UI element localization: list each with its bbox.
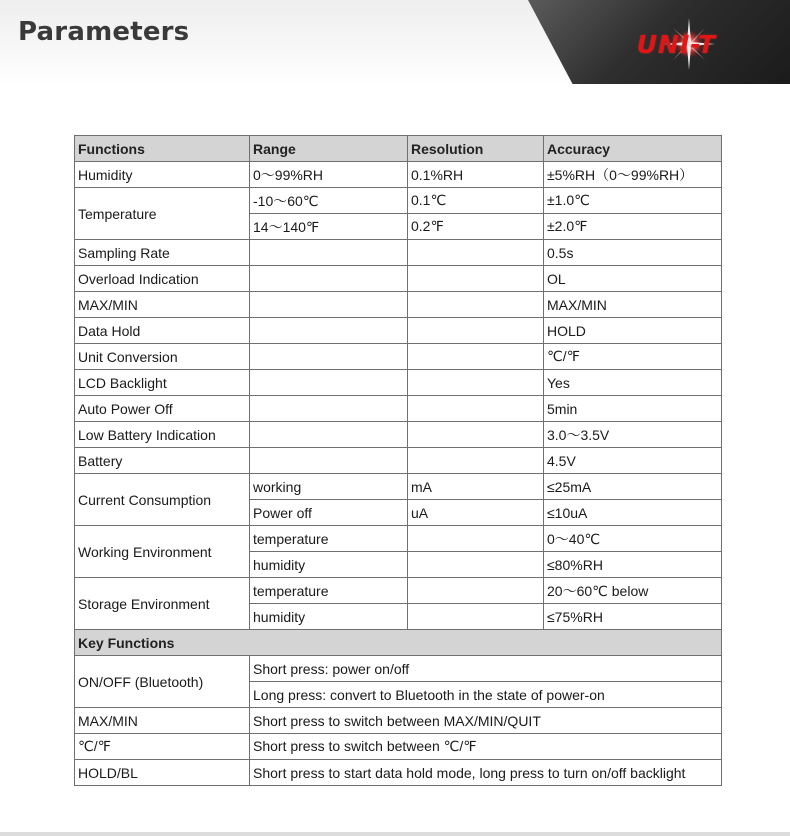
cell-range <box>250 370 408 396</box>
cell-range: -10～60℃ <box>250 188 408 214</box>
cell-range <box>250 240 408 266</box>
key-desc: Short press to switch between ℃/℉ <box>250 734 722 760</box>
key-functions-header-row <box>75 630 722 656</box>
key-functions-heading: Key Functions <box>75 630 722 656</box>
cell-accuracy: Yes <box>544 370 722 396</box>
table-row <box>75 396 722 422</box>
table-row <box>75 578 722 604</box>
row-label-temperature: Temperature <box>75 188 250 240</box>
page-title: Parameters <box>18 17 190 47</box>
cell-range: temperature <box>250 526 408 552</box>
cell-resolution <box>408 396 544 422</box>
row-label-humidity: Humidity <box>75 162 250 188</box>
table-row <box>75 266 722 292</box>
bottom-divider <box>0 832 790 836</box>
cell-accuracy: 5min <box>544 396 722 422</box>
cell-resolution: mA <box>408 474 544 500</box>
cell-range: humidity <box>250 552 408 578</box>
key-label-onoff: ON/OFF (Bluetooth) <box>75 656 250 708</box>
table-row <box>75 734 722 760</box>
key-label-hold: HOLD/BL <box>75 760 250 786</box>
row-label-unit-conversion: Unit Conversion <box>75 344 250 370</box>
cell-range <box>250 396 408 422</box>
cell-resolution <box>408 240 544 266</box>
cell-accuracy: ≤25mA <box>544 474 722 500</box>
table-row <box>75 240 722 266</box>
cell-range <box>250 292 408 318</box>
cell-accuracy: ±2.0℉ <box>544 214 722 240</box>
column-header-functions: Functions <box>75 136 250 162</box>
cell-resolution <box>408 448 544 474</box>
key-label-maxmin: MAX/MIN <box>75 708 250 734</box>
row-label-auto-power-off: Auto Power Off <box>75 396 250 422</box>
cell-range <box>250 422 408 448</box>
cell-range <box>250 448 408 474</box>
row-label-low-battery: Low Battery Indication <box>75 422 250 448</box>
column-header-resolution: Resolution <box>408 136 544 162</box>
table-row <box>75 708 722 734</box>
column-header-range: Range <box>250 136 408 162</box>
cell-resolution <box>408 526 544 552</box>
key-desc: Long press: convert to Bluetooth in the state of power-on <box>250 682 722 708</box>
table-row <box>75 760 722 786</box>
key-desc: Short press: power on/off <box>250 656 722 682</box>
table-row <box>75 656 722 682</box>
key-desc: Short press to start data hold mode, long press to turn on/off backlight <box>250 760 722 786</box>
cell-accuracy: ≤75%RH <box>544 604 722 630</box>
parameters-table <box>74 135 722 786</box>
key-label-unit: ℃/℉ <box>75 734 250 760</box>
cell-range: humidity <box>250 604 408 630</box>
table-row <box>75 526 722 552</box>
cell-accuracy: HOLD <box>544 318 722 344</box>
cell-range <box>250 344 408 370</box>
cell-accuracy: OL <box>544 266 722 292</box>
cell-accuracy: ≤80%RH <box>544 552 722 578</box>
table-row <box>75 188 722 214</box>
cell-resolution <box>408 266 544 292</box>
cell-resolution <box>408 604 544 630</box>
cell-resolution <box>408 578 544 604</box>
column-header-accuracy: Accuracy <box>544 136 722 162</box>
row-label-working-environment: Working Environment <box>75 526 250 578</box>
cell-range: temperature <box>250 578 408 604</box>
cell-accuracy: ≤10uA <box>544 500 722 526</box>
table-row <box>75 344 722 370</box>
cell-range <box>250 266 408 292</box>
cell-accuracy: MAX/MIN <box>544 292 722 318</box>
table-row <box>75 162 722 188</box>
cell-resolution <box>408 292 544 318</box>
cell-resolution <box>408 370 544 396</box>
cell-resolution: 0.1%RH <box>408 162 544 188</box>
table-row <box>75 292 722 318</box>
key-desc: Short press to switch between MAX/MIN/QUIT <box>250 708 722 734</box>
table-header-row <box>75 136 722 162</box>
table-row <box>75 422 722 448</box>
cell-resolution: uA <box>408 500 544 526</box>
table-row <box>75 474 722 500</box>
table-row <box>75 448 722 474</box>
cell-accuracy: 20～60℃ below <box>544 578 722 604</box>
cell-range: working <box>250 474 408 500</box>
table-row <box>75 370 722 396</box>
cell-resolution: 0.1℃ <box>408 188 544 214</box>
row-label-current-consumption: Current Consumption <box>75 474 250 526</box>
row-label-sampling-rate: Sampling Rate <box>75 240 250 266</box>
row-label-lcd-backlight: LCD Backlight <box>75 370 250 396</box>
row-label-data-hold: Data Hold <box>75 318 250 344</box>
cell-range: 14～140℉ <box>250 214 408 240</box>
cell-resolution <box>408 422 544 448</box>
cell-accuracy: ±5%RH（0～99%RH） <box>544 162 722 188</box>
cell-accuracy: ℃/℉ <box>544 344 722 370</box>
cell-accuracy: 4.5V <box>544 448 722 474</box>
cell-accuracy: 0.5s <box>544 240 722 266</box>
cell-resolution: 0.2℉ <box>408 214 544 240</box>
cell-resolution <box>408 318 544 344</box>
cell-resolution <box>408 344 544 370</box>
row-label-maxmin: MAX/MIN <box>75 292 250 318</box>
page-header <box>0 0 790 84</box>
cell-range: 0～99%RH <box>250 162 408 188</box>
cell-accuracy: ±1.0℃ <box>544 188 722 214</box>
row-label-overload: Overload Indication <box>75 266 250 292</box>
cell-accuracy: 3.0～3.5V <box>544 422 722 448</box>
cell-range <box>250 318 408 344</box>
row-label-storage-environment: Storage Environment <box>75 578 250 630</box>
brand-logo: UNI-T <box>636 30 716 59</box>
cell-resolution <box>408 552 544 578</box>
cell-range: Power off <box>250 500 408 526</box>
cell-accuracy: 0～40℃ <box>544 526 722 552</box>
table-row <box>75 318 722 344</box>
row-label-battery: Battery <box>75 448 250 474</box>
